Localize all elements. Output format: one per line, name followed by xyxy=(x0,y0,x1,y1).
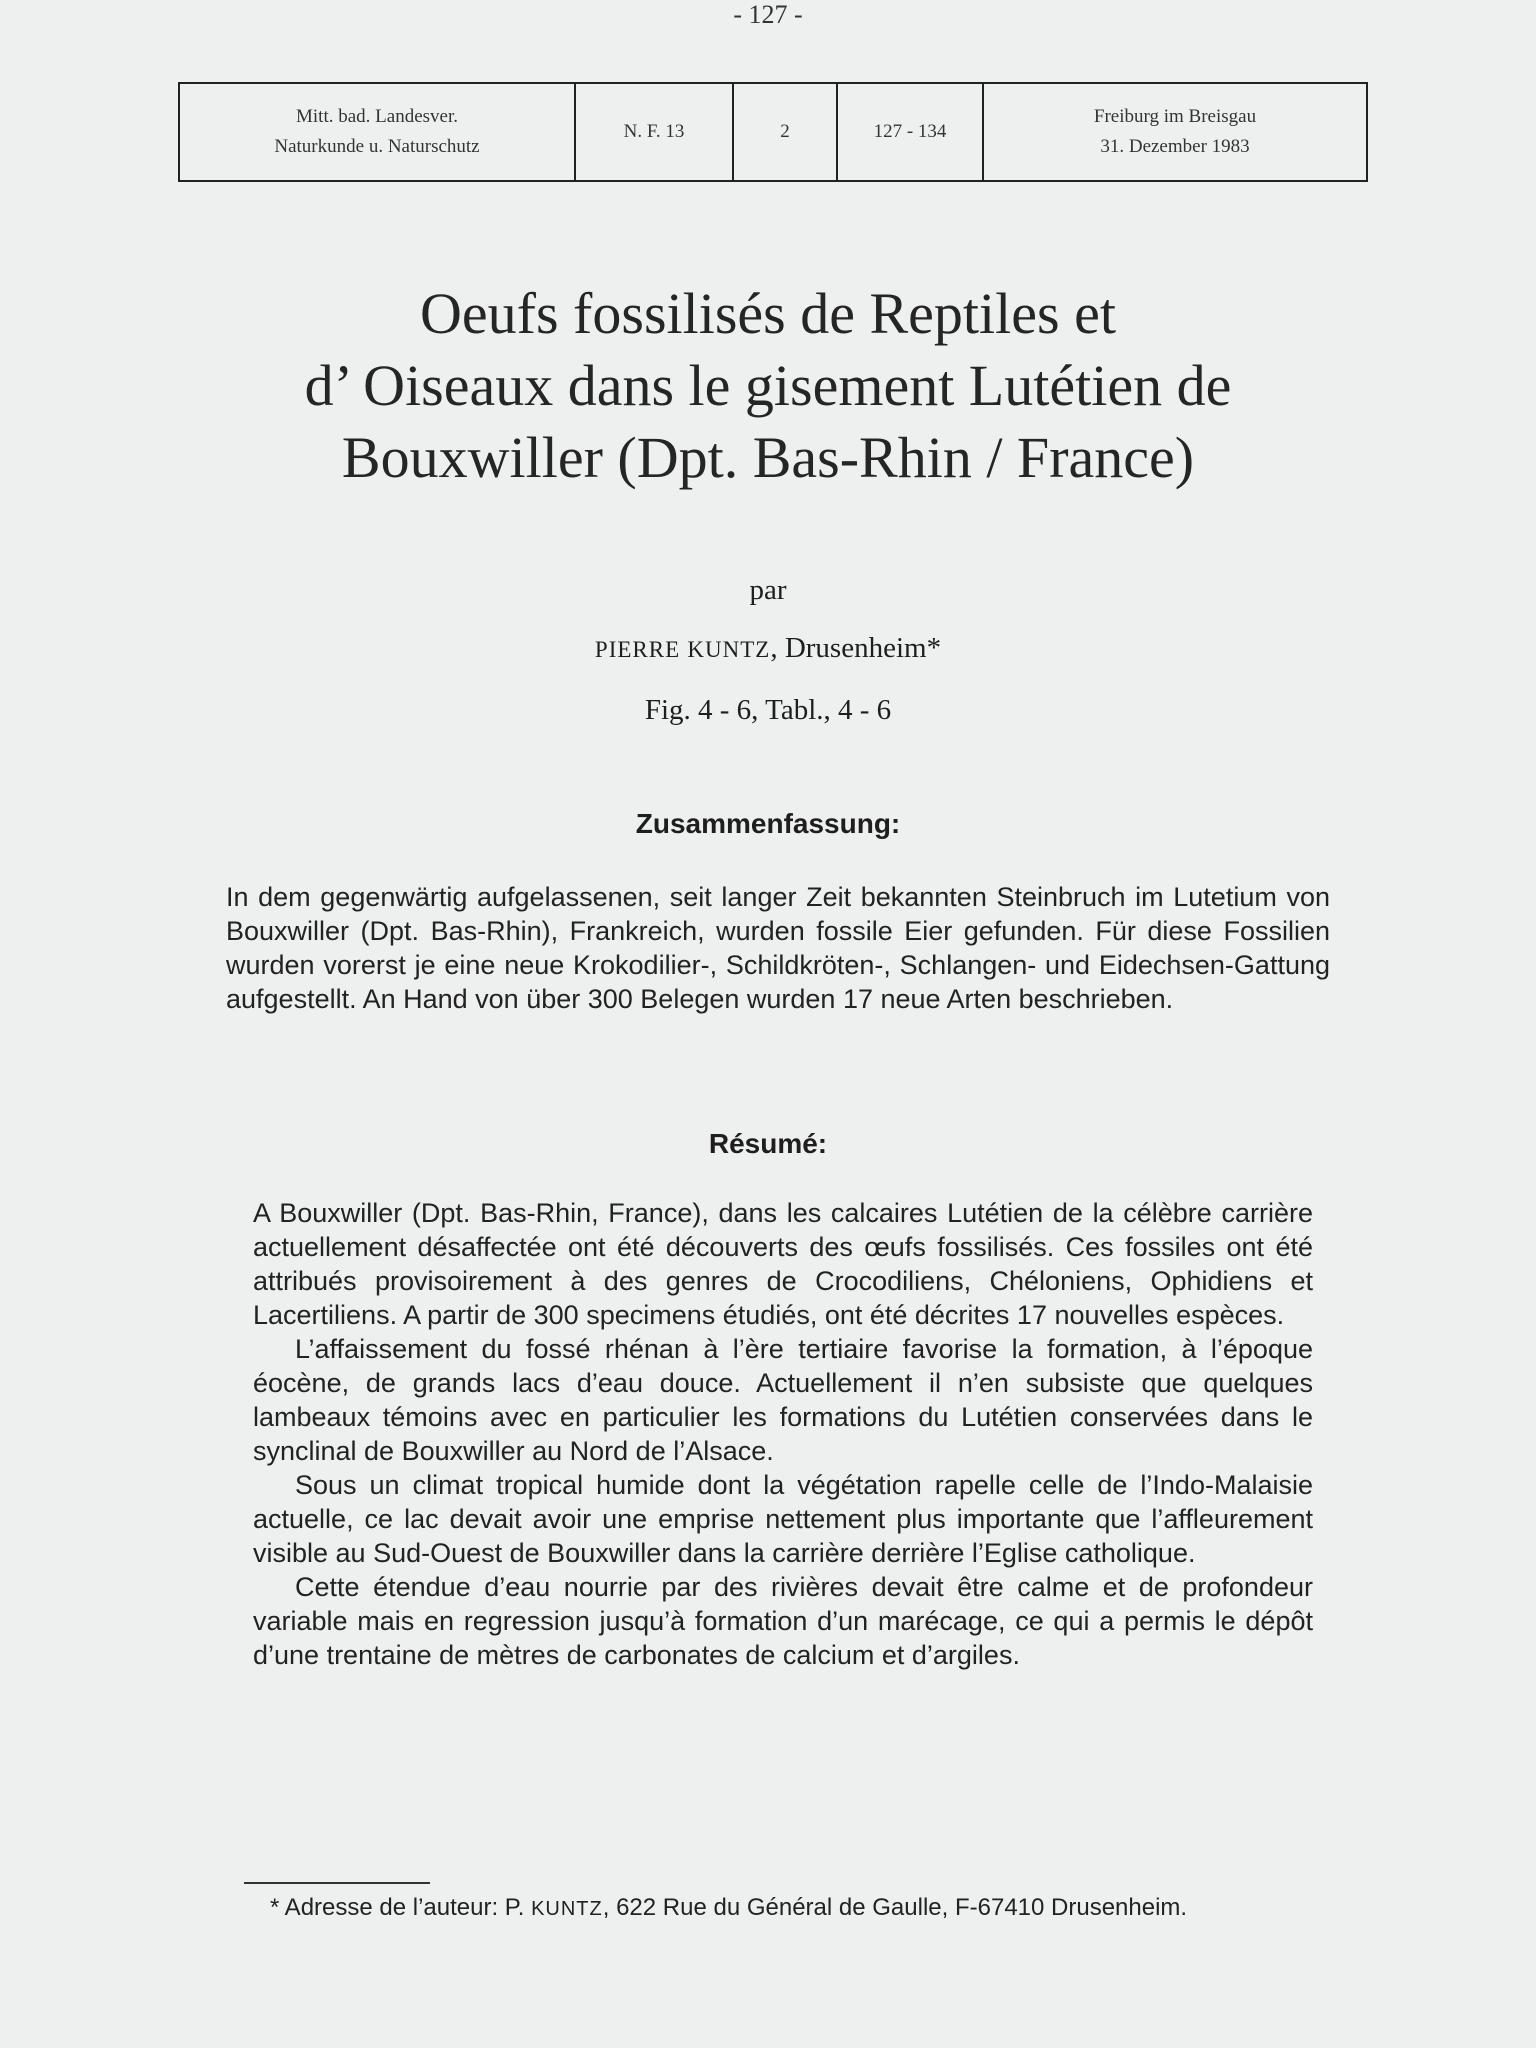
issue-value: 2 xyxy=(780,121,790,142)
series-cell xyxy=(576,84,734,180)
author-first-name: PIERRE xyxy=(594,637,681,662)
resume-paragraph: Cette étendue d’eau nourrie par des rivières devait être calme et de profondeur variable mais en regression jusqu’à formation d’un marécage, ce qui a permis le dépôt d’une trentaine de mètres de carbonates de calcium et d’argiles. xyxy=(253,1572,1313,1670)
place-value: Freiburg im Breisgau xyxy=(1093,106,1257,127)
pages-cell xyxy=(838,84,984,180)
zusammenfassung-heading: Zusammenfassung: xyxy=(635,808,901,839)
footnote-divider xyxy=(244,1882,430,1884)
article-title xyxy=(0,278,1536,494)
journal-header-table xyxy=(178,82,1368,182)
footnote-prefix: * Adresse de l’auteur: P. xyxy=(270,1894,532,1921)
author-location: , Drusenheim* xyxy=(770,632,942,664)
series-value: N. F. 13 xyxy=(623,121,685,142)
resume-paragraph: A Bouxwiller (Dpt. Bas-Rhin, France), dans les calcaires Lutétien de la célèbre carrière actuellement désaffectée ont été découverts des œufs fossilisés. Ces fossiles ont été attribués provisoirement à des genres de Crocodiliens, Chéloniens, Ophidiens et Lacertiliens. A partir de 300 specimens étudiés, ont été décrites 17 nouvelles espèces. xyxy=(253,1198,1313,1330)
issue-cell xyxy=(734,84,838,180)
resume-heading: Résumé: xyxy=(708,1128,828,1159)
author-last-name: KUNTZ xyxy=(687,637,771,662)
resume-body xyxy=(253,1196,1313,1672)
title-line-3: Bouxwiller (Dpt. Bas-Rhin / France) xyxy=(341,425,1195,490)
journal-name-line2: Naturkunde u. Naturschutz xyxy=(274,136,480,157)
date-value: 31. Dezember 1983 xyxy=(1100,136,1250,157)
journal-name-cell xyxy=(180,84,576,180)
resume-paragraph: L’affaissement du fossé rhénan à l’ère tertiaire favorise la formation, à l’époque éocène, de grands lacs d’eau douce. Actuellement il n’en subsiste que quelques lambeaux témoins avec en particulier les formations du Lutétien conservées dans le synclinal de Bouxwiller au Nord de l’Alsace. xyxy=(253,1334,1313,1466)
footnote-address: , 622 Rue du Général de Gaulle, F-67410 Drusenheim. xyxy=(602,1894,1188,1921)
figures-reference: Fig. 4 - 6, Tabl., 4 - 6 xyxy=(644,694,892,726)
author-line xyxy=(0,632,1536,665)
footnote-author-name: KUNTZ xyxy=(531,1898,603,1920)
page-number: - 127 - xyxy=(733,0,803,29)
pages-value: 127 - 134 xyxy=(873,121,947,142)
journal-name-line1: Mitt. bad. Landesver. xyxy=(296,106,458,127)
byline-par: par xyxy=(749,574,787,606)
title-line-2: d’ Oiseaux dans le gisement Lutétien de xyxy=(304,353,1232,418)
place-date-cell xyxy=(984,84,1366,180)
footnote xyxy=(270,1894,1370,1922)
title-line-1: Oeufs fossilisés de Reptiles et xyxy=(420,281,1116,346)
resume-paragraph: Sous un climat tropical humide dont la végétation rapelle celle de l’Indo-Malaisie actuelle, ce lac devait avoir une emprise nettement plus importante que l’affleurement visible au Sud-Ouest de Bouxwiller dans la carrière derrière l’Eglise catholique. xyxy=(253,1470,1313,1568)
zusammenfassung-text: In dem gegenwärtig aufgelassenen, seit langer Zeit bekannten Steinbruch im Lutetium von Bouxwiller (Dpt. Bas-Rhin), Frankreich, wurden fossile Eier gefunden. Für diese Fossilien wurden vorerst je eine neue Krokodilier-, Schildkröten-, Schlangen- und Eidechsen-Gattung aufgestellt. An Hand von über 300 Belegen wurden 17 neue Arten beschrieben. xyxy=(226,882,1330,1014)
